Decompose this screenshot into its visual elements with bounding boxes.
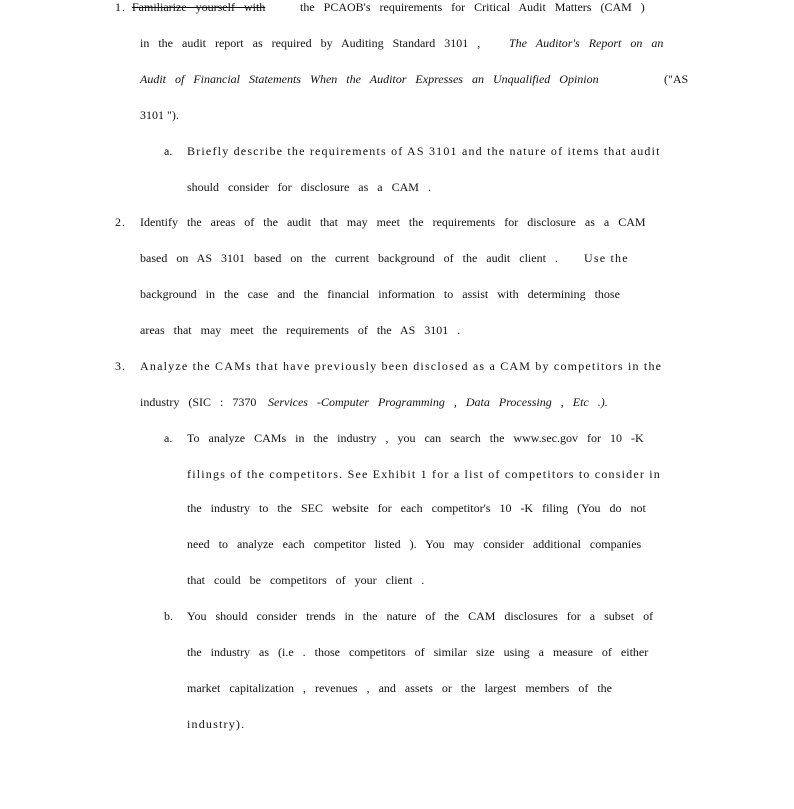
item-3-line-2a: industry (SIC : 7370 [140,395,257,409]
item-3-sub-a-line-4: need to analyze each competitor listed ). You may consider additional companies [187,537,642,551]
item-1-line-4: 3101 "). [140,108,179,122]
item-1-line-3-italic: Audit of Financial Statements When the Auditor Expresses an Unqualified Opinion [140,72,599,86]
item-3-sub-a-line-3: the industry to the SEC website for each competitor's 10 -K filing (You do not [187,501,646,515]
item-2-line-2b: Use the [584,251,629,265]
item-2-line-4: areas that may meet the requirements of the AS 3101 . [140,323,461,337]
item-2-line-3: background in the case and the financial information to assist with determining those [140,287,620,301]
item-1-struck-text: Familiarize yourself with [132,0,266,14]
item-2-line-1: Identify the areas of the audit that may meet the requirements for disclosure as a CAM [140,215,646,229]
item-1-line-1: the PCAOB's requirements for Critical Audit Matters (CAM ) [300,0,645,14]
item-1-line-3-rest: ("AS [664,72,689,86]
item-3-sub-a-line-5: that could be competitors of your client . [187,573,425,587]
item-1-line-2a: in the audit report as required by Auditing Standard 3101 , [140,36,481,50]
item-3-line-2b: Services -Computer Programming , Data Processing , Etc .). [268,395,608,409]
item-1-line-2b: The Auditor's Report on an [509,36,664,50]
item-3-sub-a-label: a. [164,431,173,445]
item-1-sub-a-line-2: should consider for disclosure as a CAM . [187,180,431,194]
item-2-number: 2. [115,215,126,229]
item-3-sub-b-line-2: the industry as (i.e . those competitors of similar size using a measure of either [187,645,649,659]
item-1-number: 1. [115,0,126,14]
item-1-sub-a-label: a. [164,144,173,158]
item-3-sub-b-line-3: market capitalization , revenues , and assets or the largest members of the [187,681,612,695]
item-2-line-2a: based on AS 3101 based on the current background of the audit client . [140,251,558,265]
item-3-sub-b-line-4: industry). [187,717,246,731]
item-3-sub-b-label: b. [164,609,173,623]
item-3-line-1: Analyze the CAMs that have previously been disclosed as a CAM by competitors in the [140,359,663,373]
item-3-sub-a-line-2: filings of the competitors. See Exhibit 1 for a list of competitors to consider in [187,467,661,481]
item-3-sub-b-line-1: You should consider trends in the nature of the CAM disclosures for a subset of [187,609,654,623]
item-3-number: 3. [115,359,126,373]
item-3-sub-a-line-1: To analyze CAMs in the industry , you can search the www.sec.gov for 10 -K [187,431,644,445]
item-1-sub-a-line-1: Briefly describe the requirements of AS 3101 and the nature of items that audit [187,144,661,158]
